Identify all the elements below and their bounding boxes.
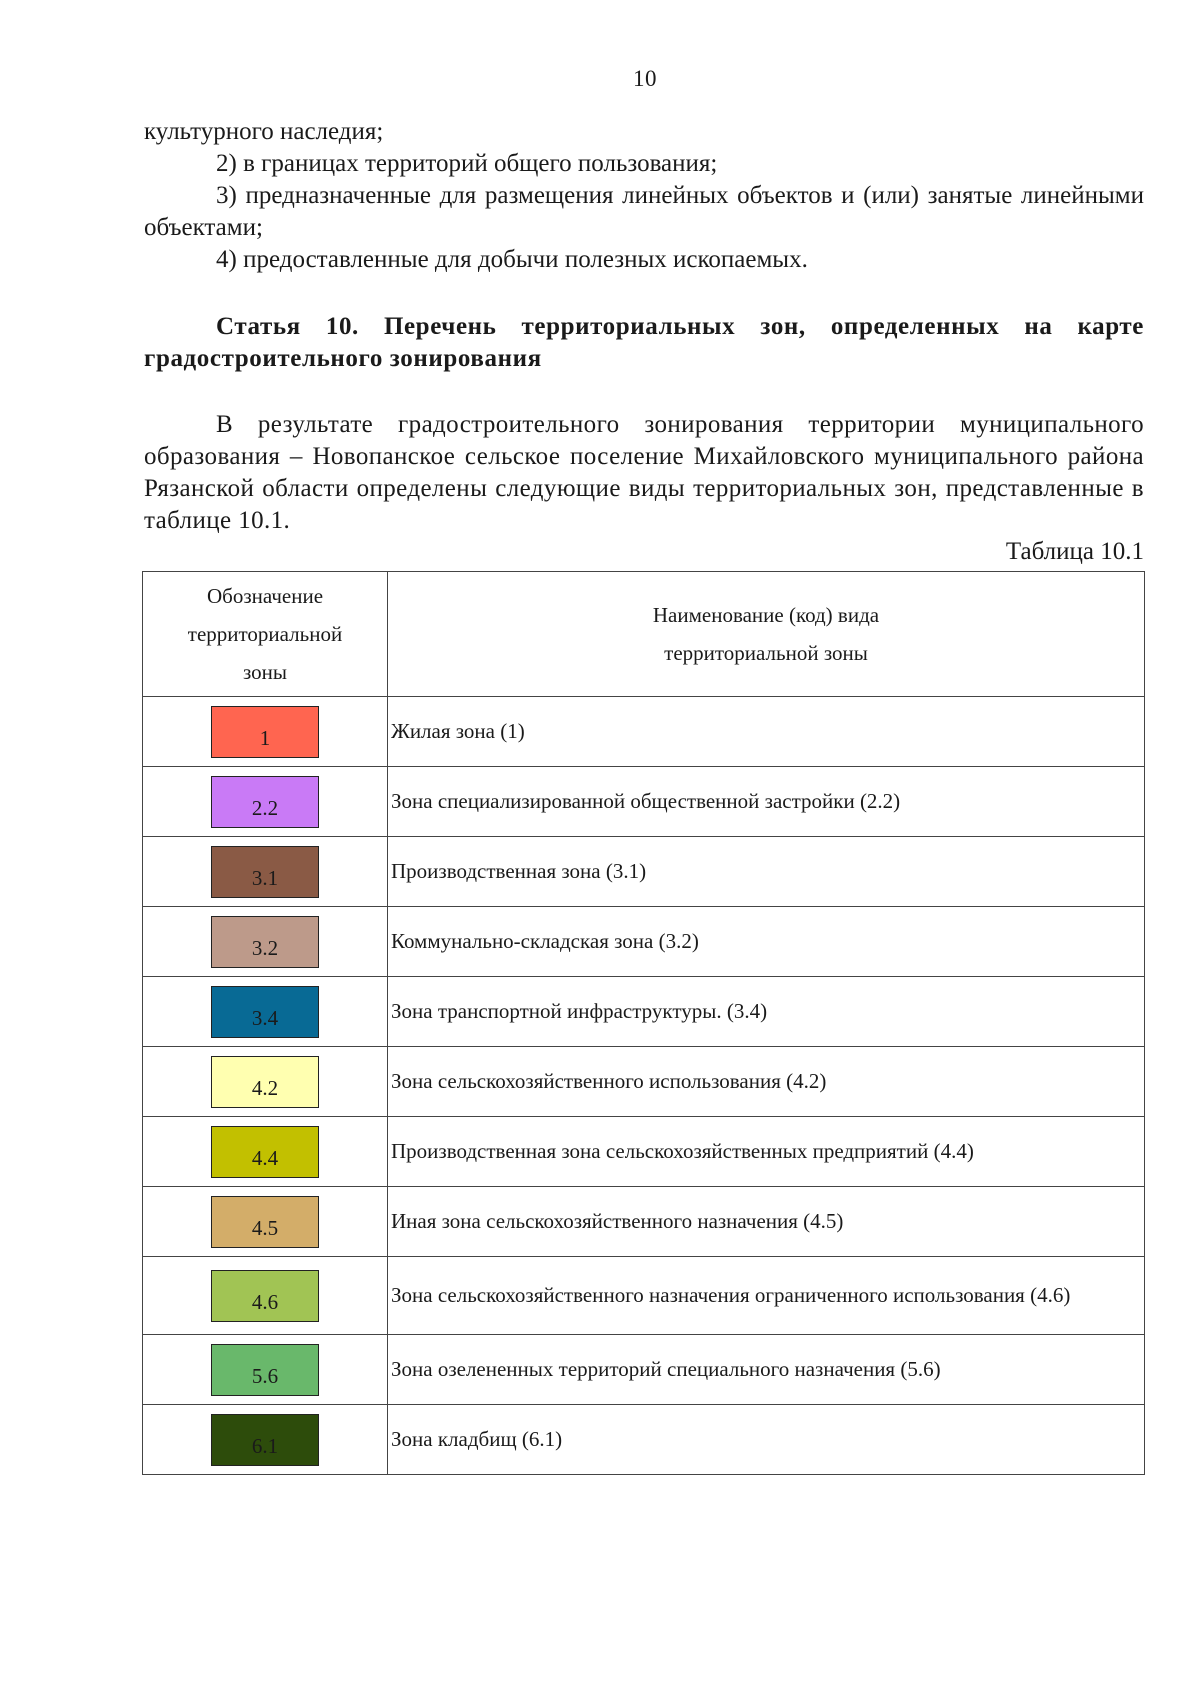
- zone-swatch-cell: [143, 1117, 388, 1187]
- zone-name: Производственная зона (3.1): [388, 837, 1145, 907]
- zone-swatch-cell: [143, 1257, 388, 1335]
- zone-swatch-cell: [143, 907, 388, 977]
- zone-swatch-cell: [143, 1405, 388, 1475]
- zone-name: Зона кладбищ (6.1): [388, 1405, 1145, 1475]
- zone-swatch-cell: [143, 1047, 388, 1117]
- table-row: [143, 1335, 1145, 1405]
- zone-swatch-cell: [143, 767, 388, 837]
- intro-line-4: 4) предоставленные для добычи полезных ископаемых.: [216, 246, 808, 273]
- intro-line-1: культурного наследия;: [144, 118, 384, 145]
- zone-name: Иная зона сельскохозяйственного назначения (4.5): [388, 1187, 1145, 1257]
- table-row: [143, 1047, 1145, 1117]
- article-body: [144, 409, 1144, 537]
- header-designation: [143, 572, 388, 697]
- zone-color-swatch: 3.2: [211, 916, 319, 968]
- article-heading: Статья 10. Перечень территориальных зон, определенных на карте градостроительного зонирования: [144, 313, 1144, 372]
- zone-color-swatch: 4.5: [211, 1196, 319, 1248]
- intro-line-3: 3) предназначенные для размещения линейных объектов и (или) занятые линейными объектами;: [144, 182, 1144, 241]
- zone-name: Зона озелененных территорий специального назначения (5.6): [388, 1335, 1145, 1405]
- page-number: 10: [633, 66, 657, 91]
- zone-name: Зона сельскохозяйственного использования (4.2): [388, 1047, 1145, 1117]
- zone-color-swatch: 4.4: [211, 1126, 319, 1178]
- zone-name: Коммунально-складская зона (3.2): [388, 907, 1145, 977]
- table-row: [143, 697, 1145, 767]
- zone-color-swatch: 2.2: [211, 776, 319, 828]
- table-row: [143, 1187, 1145, 1257]
- table-row: [143, 977, 1145, 1047]
- table-row: [143, 1257, 1145, 1335]
- zone-swatch-cell: [143, 837, 388, 907]
- table-row: [143, 837, 1145, 907]
- zone-color-swatch: 6.1: [211, 1414, 319, 1466]
- intro-list: [144, 116, 1144, 276]
- zone-color-swatch: 4.6: [211, 1270, 319, 1322]
- header-designation-text: Обозначение территориальной зоны: [187, 584, 343, 684]
- article-heading-block: [144, 311, 1144, 375]
- zone-name: Зона транспортной инфраструктуры. (3.4): [388, 977, 1145, 1047]
- zone-color-swatch: 3.1: [211, 846, 319, 898]
- zone-color-swatch: 3.4: [211, 986, 319, 1038]
- zone-color-swatch: 4.2: [211, 1056, 319, 1108]
- zone-swatch-cell: [143, 1187, 388, 1257]
- zone-swatch-cell: [143, 697, 388, 767]
- article-paragraph: В результате градостроительного зонирования территории муниципального образования – Новопанское сельское поселение Михайловского муниципального района Рязанской области определены следующие виды территориальных зон, представленные в таблице 10.1.: [144, 411, 1144, 534]
- table-row: [143, 907, 1145, 977]
- zone-name: Зона сельскохозяйственного назначения ограниченного использования (4.6): [388, 1257, 1145, 1335]
- zone-swatch-cell: [143, 977, 388, 1047]
- zone-swatch-cell: [143, 1335, 388, 1405]
- table-row: [143, 767, 1145, 837]
- table-caption: Таблица 10.1: [1005, 538, 1144, 565]
- zone-name: Зона специализированной общественной застройки (2.2): [388, 767, 1145, 837]
- header-name-text: Наименование (код) вида территориальной зоны: [652, 603, 880, 665]
- header-name: [388, 572, 1145, 697]
- zone-name: Жилая зона (1): [388, 697, 1145, 767]
- zones-table: [142, 571, 1145, 1475]
- intro-line-2: 2) в границах территорий общего пользования;: [216, 150, 718, 177]
- table-header-row: [143, 572, 1145, 697]
- zone-name: Производственная зона сельскохозяйственных предприятий (4.4): [388, 1117, 1145, 1187]
- table-row: [143, 1117, 1145, 1187]
- zone-rows: [143, 697, 1145, 1475]
- zone-color-swatch: 1: [211, 706, 319, 758]
- table-row: [143, 1405, 1145, 1475]
- zone-color-swatch: 5.6: [211, 1344, 319, 1396]
